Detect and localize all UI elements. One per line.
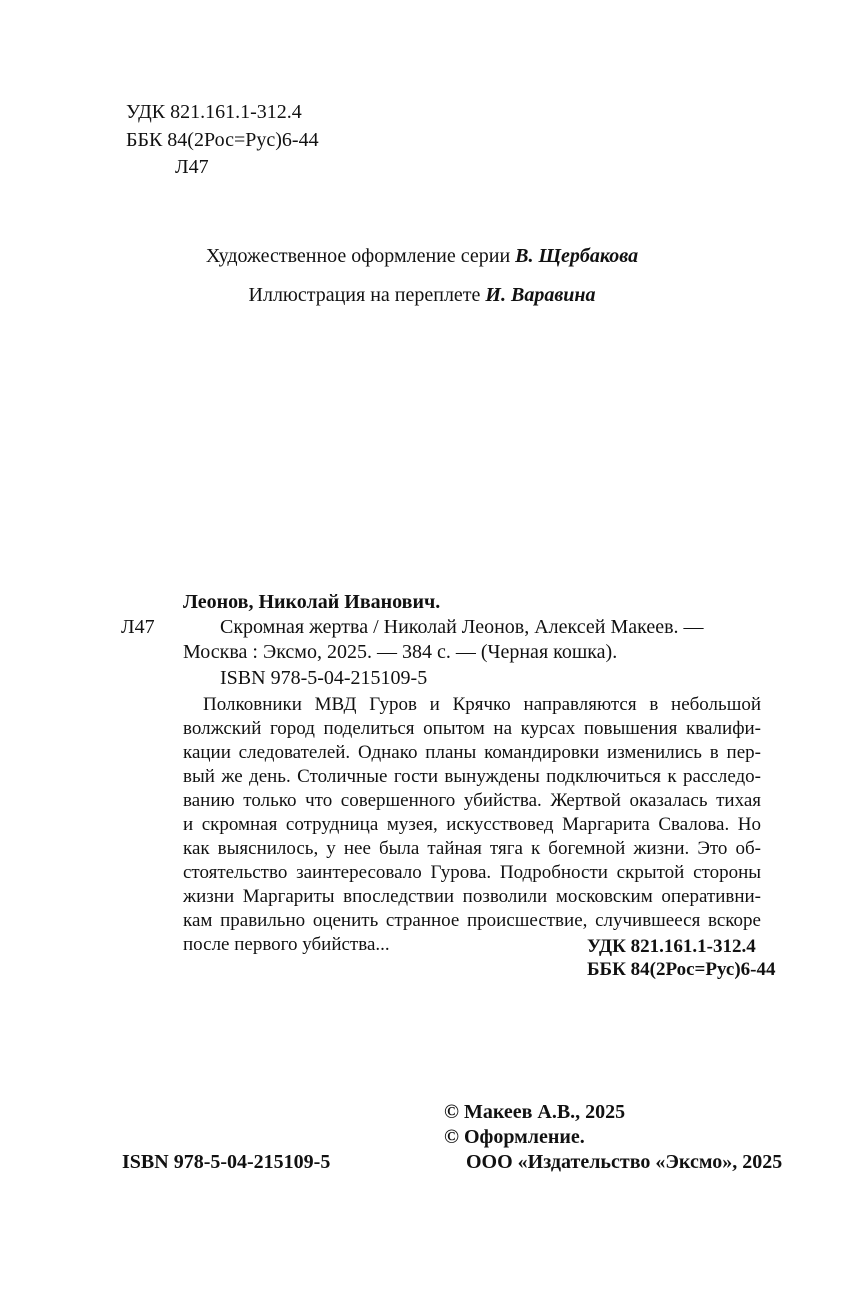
annotation-line: Полковники МВД Гуров и Крячко направляются в небольшой xyxy=(203,694,761,715)
author-mark: Л47 xyxy=(175,156,209,178)
bbk-code: ББК 84(2Рос=Рус)6-44 xyxy=(126,129,319,151)
series-design-credit xyxy=(0,244,844,269)
annotation-line: жизни Маргариты впоследствии позволили московским оперативни- xyxy=(183,886,761,907)
designer-name: В. Щербакова xyxy=(515,245,639,267)
annotation-line: кам правильно оценить странное происшествие, случившееся вскоре xyxy=(183,910,761,931)
illustration-credit xyxy=(0,283,844,308)
copyright-design: © Оформление. xyxy=(444,1126,585,1148)
copyright-author: © Макеев А.В., 2025 xyxy=(444,1101,626,1123)
annotation-line: кации следователей. Однако планы командировки изменились в пер- xyxy=(183,742,761,763)
annotation-line: после первого убийства... xyxy=(183,934,390,955)
design-prefix: Художественное оформление серии xyxy=(205,245,511,267)
footer-isbn: ISBN 978-5-04-215109-5 xyxy=(122,1151,331,1173)
illustrator-name: И. Варавина xyxy=(485,284,596,306)
annotation-line: вый же день. Столичные гости вынуждены подключиться к расследо- xyxy=(183,766,761,787)
illustration-prefix: Иллюстрация на переплете xyxy=(248,284,481,306)
publication-statement: Москва : Эксмо, 2025. — 384 с. — (Черная кошка). xyxy=(183,641,618,663)
annotation-line: ванию только что совершенного убийства. Жертвой оказалась тихая xyxy=(183,790,761,811)
title-statement: Скромная жертва / Николай Леонов, Алексей Макеев. — xyxy=(220,616,704,638)
classification-udk: УДК 821.161.1-312.4 xyxy=(587,936,756,957)
author-heading: Леонов, Николай Иванович. xyxy=(183,591,441,613)
udk-code: УДК 821.161.1-312.4 xyxy=(126,101,302,123)
record-author-mark: Л47 xyxy=(121,616,155,638)
annotation-line: как выяснилось, у нее была тайная тяга к богемной жизни. Это об- xyxy=(183,838,761,859)
copyright-publisher: ООО «Издательство «Эксмо», 2025 xyxy=(466,1151,783,1173)
annotation-line: и скромная сотрудница музея, искусствовед Маргарита Свалова. Но xyxy=(183,814,761,835)
annotation-line: стоятельство заинтересовало Гурова. Подробности скрытой стороны xyxy=(183,862,761,883)
annotation-line: волжский город поделиться опытом на курсах повышения квалифи- xyxy=(183,718,761,739)
annotation xyxy=(183,693,761,957)
classification-bbk: ББК 84(2Рос=Рус)6-44 xyxy=(587,959,776,980)
record-isbn: ISBN 978-5-04-215109-5 xyxy=(220,667,428,689)
